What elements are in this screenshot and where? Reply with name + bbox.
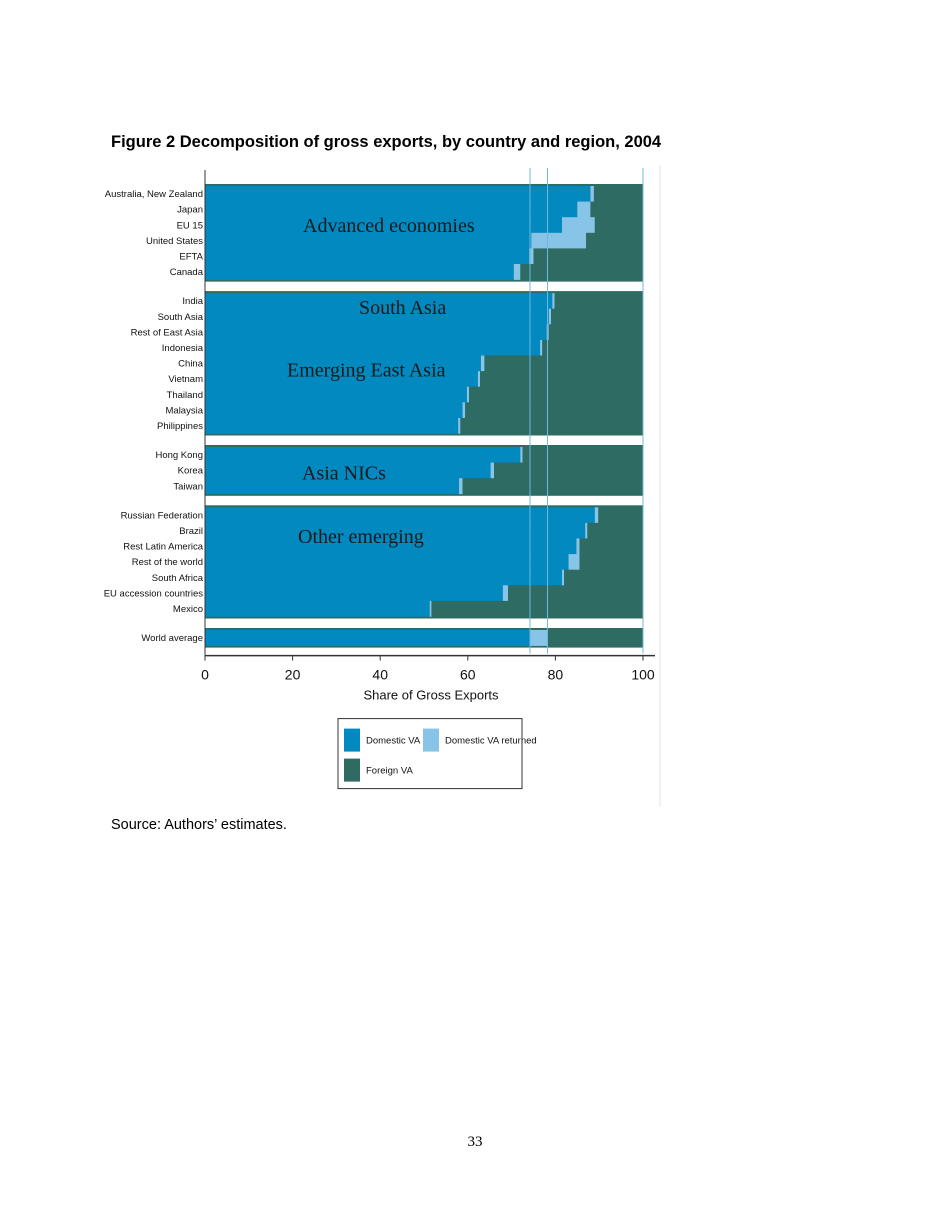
bar-japan-returned	[577, 202, 590, 218]
bar-china-foreign	[484, 356, 643, 372]
category-labels-layer	[104, 189, 204, 644]
legend-swatch-foreign	[344, 759, 360, 782]
bar-australia-new-zealand-returned	[590, 186, 594, 202]
figure-title: Figure 2 Decomposition of gross exports, by country and region, 2004	[111, 133, 662, 151]
x-axis-title: Share of Gross Exports	[363, 687, 499, 703]
bar-rest-of-the-world-returned	[569, 554, 580, 570]
bar-hong-kong-domestic	[205, 447, 520, 463]
bar-china-returned	[481, 356, 485, 372]
bars-layer	[205, 184, 643, 648]
bar-world-average-foreign	[548, 630, 643, 646]
bar-efta-foreign	[534, 248, 644, 264]
bar-rest-latin-america-returned	[576, 539, 579, 555]
bar-malaysia-foreign	[465, 402, 643, 418]
category-label-vietnam: Vietnam	[168, 374, 203, 386]
bar-eu-accession-countries-domestic	[205, 585, 503, 601]
legend	[338, 719, 537, 789]
bar-thailand-domestic	[205, 387, 467, 403]
x-tick-label-80: 80	[547, 666, 564, 683]
legend-label-returned: Domestic VA returned	[445, 735, 537, 747]
group-label-asia-nics: Asia NICs	[302, 462, 386, 485]
x-tick-label-20: 20	[284, 666, 301, 683]
bar-eu-15-returned	[562, 217, 595, 233]
bar-south-africa-foreign	[564, 570, 643, 586]
stacked-bar-chart	[100, 160, 670, 810]
x-tick-label-60: 60	[460, 666, 476, 683]
category-label-taiwan: Taiwan	[173, 481, 203, 493]
bar-india-foreign	[555, 293, 643, 309]
bar-canada-foreign	[520, 264, 643, 280]
category-label-russian-federation: Russian Federation	[120, 510, 203, 522]
category-label-india: India	[182, 296, 203, 308]
bar-hong-kong-foreign	[523, 447, 643, 463]
x-tick-label-0: 0	[201, 666, 209, 683]
bar-south-africa-domestic	[205, 570, 562, 586]
bar-russian-federation-returned	[595, 507, 599, 523]
bar-rest-of-the-world-domestic	[205, 554, 569, 570]
bar-eu-accession-countries-foreign	[508, 585, 643, 601]
bar-malaysia-domestic	[205, 402, 463, 418]
bar-vietnam-foreign	[480, 371, 643, 387]
bar-mexico-foreign	[431, 601, 643, 617]
legend-label-domestic: Domestic VA	[366, 735, 421, 747]
bar-eu-15-foreign	[595, 217, 643, 233]
category-label-rest-of-the-world: Rest of the world	[131, 557, 203, 569]
bar-hong-kong-returned	[520, 447, 522, 463]
bar-russian-federation-domestic	[205, 507, 595, 523]
category-label-rest-of-east-asia: Rest of East Asia	[130, 327, 203, 339]
category-label-united-states: United States	[145, 235, 203, 247]
bar-south-africa-returned	[562, 570, 564, 586]
bar-mexico-returned	[430, 601, 432, 617]
bar-russian-federation-foreign	[598, 507, 643, 523]
x-tick-label-40: 40	[372, 666, 388, 683]
bar-world-average-returned	[530, 630, 548, 646]
group-label-advanced-economies: Advanced economies	[303, 214, 475, 237]
category-label-eu-accession-countries: EU accession countries	[103, 588, 203, 600]
bar-rest-of-east-asia-domestic	[205, 324, 547, 340]
bar-eu-accession-countries-returned	[503, 585, 508, 601]
source-note: Source: Authors’ estimates.	[111, 817, 287, 833]
bar-thailand-foreign	[469, 387, 643, 403]
bar-efta-domestic	[205, 248, 529, 264]
bar-mexico-domestic	[205, 601, 430, 617]
bar-world-average-domestic	[205, 630, 530, 646]
category-label-south-asia: South Asia	[157, 311, 203, 323]
bar-australia-new-zealand-domestic	[205, 186, 590, 202]
bar-korea-foreign	[494, 463, 643, 479]
bar-japan-foreign	[590, 202, 643, 218]
bar-philippines-returned	[458, 418, 460, 434]
bar-philippines-domestic	[205, 418, 458, 434]
category-label-philippines: Philippines	[157, 421, 203, 432]
category-label-hong-kong: Hong Kong	[155, 450, 203, 462]
bar-canada-returned	[514, 264, 521, 280]
bar-brazil-returned	[585, 523, 587, 539]
legend-swatch-domestic	[344, 729, 360, 752]
bar-malaysia-returned	[463, 402, 466, 418]
category-label-malaysia: Malaysia	[165, 405, 203, 417]
bar-indonesia-foreign	[542, 340, 643, 356]
bar-rest-of-east-asia-foreign	[549, 324, 643, 340]
category-label-china: China	[178, 358, 203, 370]
bar-taiwan-returned	[459, 478, 463, 494]
bar-thailand-returned	[467, 387, 469, 403]
bar-south-asia-returned	[549, 309, 551, 325]
category-label-eu-15: EU 15	[176, 220, 203, 232]
bar-korea-returned	[491, 463, 495, 479]
category-label-south-africa: South Africa	[151, 572, 203, 584]
category-label-thailand: Thailand	[166, 389, 203, 401]
bar-canada-domestic	[205, 264, 514, 280]
group-label-south-asia: South Asia	[359, 297, 447, 320]
bar-rest-of-the-world-foreign	[579, 554, 643, 570]
x-tick-label-100: 100	[631, 666, 655, 683]
bar-rest-latin-america-foreign	[579, 539, 643, 555]
bar-united-states-foreign	[586, 233, 643, 249]
category-label-efta: EFTA	[179, 251, 203, 263]
category-label-mexico: Mexico	[172, 604, 203, 615]
group-label-other-emerging: Other emerging	[298, 525, 424, 548]
bar-vietnam-returned	[478, 371, 480, 387]
legend-swatch-returned	[423, 729, 439, 752]
category-label-brazil: Brazil	[179, 526, 203, 537]
bar-indonesia-domestic	[205, 340, 540, 356]
category-label-korea: Korea	[177, 465, 203, 477]
bar-brazil-foreign	[587, 523, 643, 539]
category-label-japan: Japan	[177, 204, 203, 216]
bar-indonesia-returned	[540, 340, 542, 356]
category-label-australia-new-zealand: Australia, New Zealand	[104, 189, 203, 201]
category-label-canada: Canada	[169, 267, 203, 279]
page-number: 33	[467, 1134, 483, 1150]
bar-australia-new-zealand-foreign	[594, 186, 643, 202]
category-label-world-average: World average	[141, 633, 203, 645]
category-label-indonesia: Indonesia	[161, 343, 203, 354]
bar-taiwan-foreign	[463, 478, 643, 494]
category-label-rest-latin-america: Rest Latin America	[123, 541, 203, 553]
bar-philippines-foreign	[460, 418, 643, 434]
bar-india-returned	[552, 293, 554, 309]
bar-south-asia-foreign	[551, 309, 643, 325]
bar-united-states-returned	[531, 233, 586, 249]
group-label-emerging-east-asia: Emerging East Asia	[287, 359, 446, 382]
legend-label-foreign: Foreign VA	[366, 765, 413, 777]
